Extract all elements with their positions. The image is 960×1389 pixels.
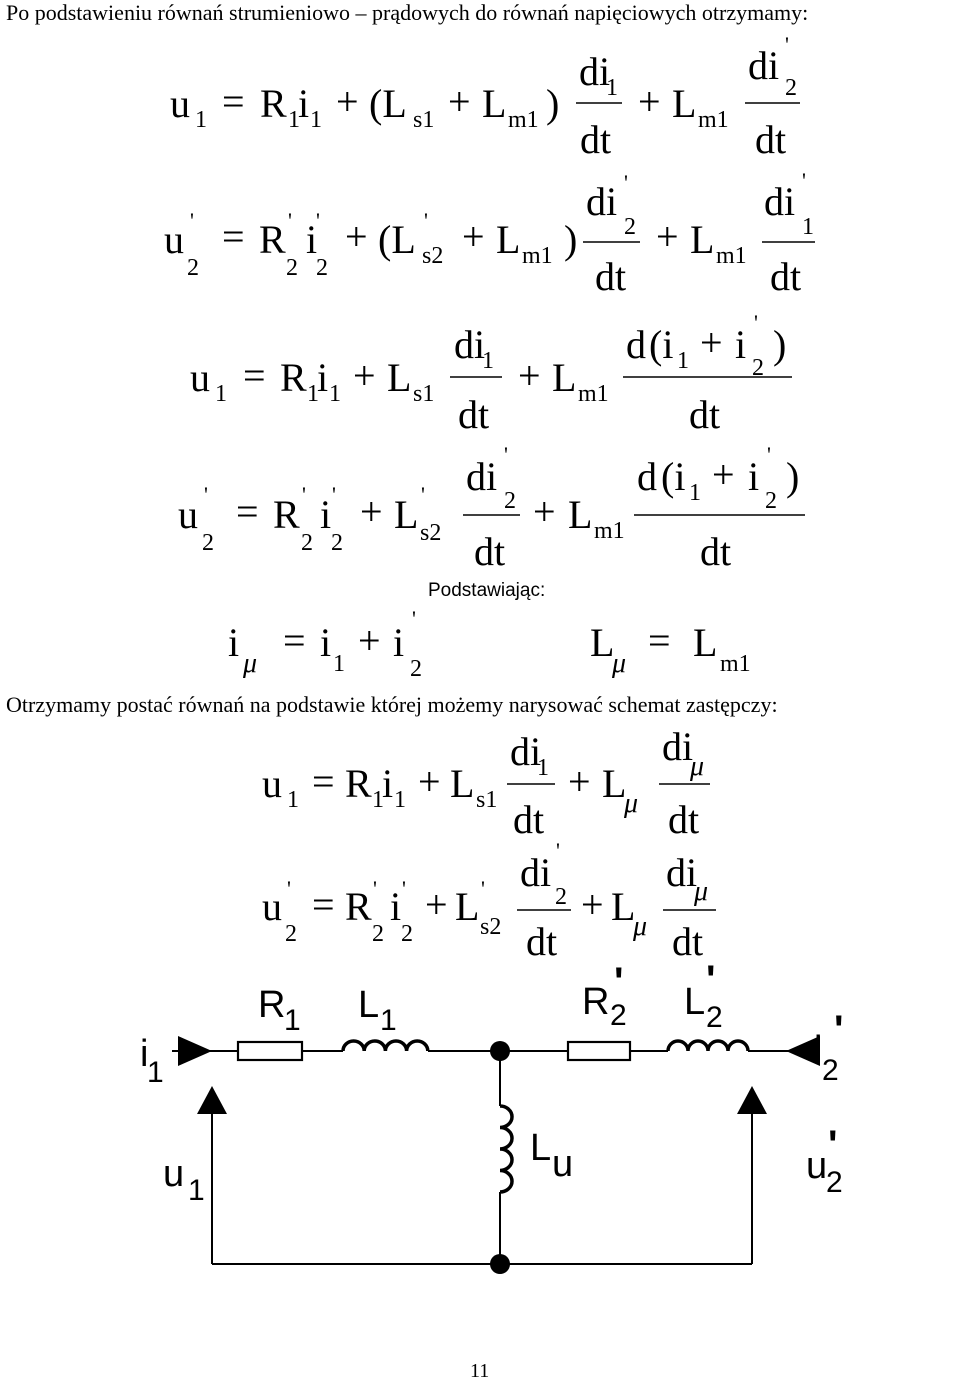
svg-text:L: L	[455, 884, 480, 929]
svg-text:i: i	[317, 355, 329, 400]
svg-text:=: =	[312, 759, 335, 804]
svg-text:+: +	[358, 618, 381, 663]
svg-text:dt: dt	[474, 529, 506, 574]
svg-text:2: 2	[504, 488, 516, 514]
svg-text:=: =	[243, 353, 266, 398]
svg-text:': '	[424, 208, 428, 233]
svg-text:i: i	[228, 620, 240, 665]
svg-text:1: 1	[677, 348, 689, 374]
svg-text:+: +	[581, 882, 604, 927]
svg-text:1: 1	[606, 75, 618, 101]
svg-text:(L: (L	[378, 217, 416, 262]
label-u2-prime: '	[828, 1123, 838, 1167]
svg-text:': '	[302, 482, 306, 507]
inductor-l1	[343, 1041, 428, 1051]
svg-text:+: +	[448, 79, 471, 124]
svg-text:1: 1	[195, 107, 207, 133]
svg-text:m1: m1	[720, 651, 751, 677]
svg-text:': '	[624, 170, 628, 195]
svg-text:+: +	[568, 759, 591, 804]
svg-text:=: =	[312, 882, 335, 927]
node-top	[490, 1041, 510, 1061]
svg-text:m1: m1	[508, 107, 539, 133]
svg-text:(i: (i	[661, 454, 686, 499]
svg-text:s2: s2	[420, 520, 442, 546]
svg-text:1: 1	[482, 348, 494, 374]
svg-text:R: R	[260, 81, 287, 126]
label-i1: i	[140, 1033, 149, 1075]
svg-text:': '	[190, 208, 194, 233]
svg-text:dt: dt	[700, 529, 732, 574]
svg-text:1: 1	[310, 107, 322, 133]
svg-text:di: di	[586, 179, 618, 224]
label-i1-sub: 1	[147, 1056, 164, 1089]
svg-text:di: di	[520, 850, 552, 895]
svg-text:μ: μ	[690, 751, 705, 782]
svg-text:i: i	[298, 81, 310, 126]
svg-text:R: R	[280, 355, 307, 400]
svg-text:μ: μ	[633, 911, 648, 942]
svg-text:m1: m1	[594, 518, 625, 544]
svg-text:+: +	[345, 214, 368, 259]
label-r2: R	[582, 981, 610, 1023]
svg-text:+: +	[700, 320, 723, 365]
svg-text:i: i	[748, 454, 760, 499]
svg-text:di: di	[466, 454, 498, 499]
svg-text:+: +	[353, 353, 376, 398]
svg-text:μ: μ	[624, 788, 639, 819]
svg-text:L: L	[568, 492, 593, 537]
arrow-u2	[737, 1086, 767, 1114]
svg-text:dt: dt	[689, 392, 721, 437]
label-l1: L	[358, 984, 380, 1026]
label-l2-prime: '	[706, 958, 716, 1002]
label-l2-sub: 2	[706, 1001, 723, 1034]
svg-text:1: 1	[215, 381, 227, 407]
svg-text:(i: (i	[649, 322, 674, 367]
svg-text:': '	[288, 208, 292, 233]
svg-text:1: 1	[287, 787, 299, 813]
svg-text:1: 1	[372, 787, 384, 813]
svg-text:': '	[412, 606, 416, 631]
svg-text:dt: dt	[668, 797, 700, 842]
svg-text:1: 1	[802, 214, 814, 240]
label-l1-sub: 1	[380, 1004, 397, 1037]
label-lu-sub: u	[552, 1143, 574, 1185]
svg-text:2: 2	[401, 921, 413, 947]
svg-text:u: u	[178, 492, 198, 537]
label-r1-sub: 1	[284, 1004, 301, 1037]
svg-text:1: 1	[329, 381, 341, 407]
svg-text:m1: m1	[716, 243, 747, 269]
svg-text:+: +	[418, 759, 441, 804]
arrow-i1	[178, 1036, 212, 1066]
svg-text:i: i	[393, 620, 405, 665]
svg-text:1: 1	[288, 107, 300, 133]
svg-text:R: R	[259, 217, 286, 262]
inductor-l2	[668, 1041, 748, 1051]
svg-text:di: di	[510, 729, 542, 774]
svg-text:': '	[504, 442, 508, 467]
svg-text:di: di	[764, 179, 796, 224]
svg-text:1: 1	[333, 651, 345, 677]
svg-text:R: R	[273, 492, 300, 537]
svg-text:2: 2	[202, 530, 214, 556]
svg-text:(L: (L	[369, 81, 407, 126]
svg-text:s1: s1	[476, 787, 498, 813]
svg-text:): )	[546, 81, 560, 126]
label-i2-sub: 2	[822, 1054, 839, 1087]
svg-text:R: R	[345, 884, 372, 929]
svg-text:L: L	[672, 81, 697, 126]
svg-text:2: 2	[765, 488, 777, 514]
svg-text:dt: dt	[770, 254, 802, 299]
svg-text:2: 2	[316, 255, 328, 281]
svg-text:s2: s2	[480, 914, 502, 940]
svg-text:1: 1	[689, 480, 701, 506]
intro-text: Po podstawieniu równań strumieniowo – prądowych do równań napięciowych otrzymamy:	[6, 0, 809, 25]
svg-text:di: di	[579, 49, 611, 94]
svg-text:dt: dt	[595, 254, 627, 299]
svg-text:): )	[773, 322, 787, 367]
svg-text:L: L	[611, 884, 636, 929]
svg-text:+: +	[425, 882, 448, 927]
svg-text:+: +	[518, 353, 541, 398]
svg-text:2: 2	[285, 921, 297, 947]
label-r2-sub: 2	[610, 999, 627, 1032]
svg-text:L: L	[602, 761, 627, 806]
svg-text:': '	[754, 310, 758, 335]
svg-text:L: L	[693, 620, 718, 665]
svg-text:': '	[332, 482, 336, 507]
svg-text:': '	[767, 442, 771, 467]
svg-text:2: 2	[187, 255, 199, 281]
svg-text:2: 2	[555, 884, 567, 910]
svg-text:u: u	[190, 355, 210, 400]
svg-text:': '	[481, 876, 485, 901]
label-i2: i	[814, 1029, 823, 1071]
svg-text:i: i	[390, 884, 402, 929]
svg-text:1: 1	[394, 787, 406, 813]
svg-text:+: +	[462, 214, 485, 259]
svg-text:=: =	[222, 79, 245, 124]
label-i2-prime: '	[834, 1008, 844, 1052]
svg-text:+: +	[533, 489, 556, 534]
svg-text:m1: m1	[578, 381, 609, 407]
svg-text:': '	[785, 32, 789, 57]
svg-text:i: i	[382, 761, 394, 806]
svg-text:1: 1	[537, 755, 549, 781]
svg-text:L: L	[552, 355, 577, 400]
svg-text:2: 2	[785, 75, 797, 101]
svg-text:s1: s1	[413, 107, 435, 133]
svg-text:': '	[204, 482, 208, 507]
svg-text:': '	[373, 876, 377, 901]
svg-text:m1: m1	[698, 107, 729, 133]
svg-text:di: di	[662, 724, 694, 769]
resistor-r2	[568, 1042, 630, 1060]
label-l2: L	[684, 981, 706, 1023]
svg-text:dt: dt	[580, 117, 612, 162]
svg-text:i: i	[306, 217, 318, 262]
label-r1: R	[258, 984, 286, 1026]
svg-text:L: L	[496, 217, 521, 262]
svg-text:μ: μ	[694, 876, 709, 907]
conclusion-text: Otrzymamy postać równań na podstawie której możemy narysować schemat zastępczy:	[6, 692, 778, 717]
svg-text:1: 1	[307, 381, 319, 407]
svg-text:s2: s2	[422, 243, 444, 269]
arrow-u1	[197, 1086, 227, 1114]
svg-text:dt: dt	[458, 392, 490, 437]
svg-text:di: di	[666, 850, 698, 895]
svg-text:+: +	[360, 489, 383, 534]
svg-text:L: L	[387, 355, 412, 400]
svg-text:dt: dt	[755, 117, 787, 162]
svg-text:s1: s1	[413, 381, 435, 407]
svg-text:=: =	[283, 618, 306, 663]
svg-text:dt: dt	[513, 797, 545, 842]
svg-text:u: u	[262, 761, 282, 806]
label-u2: u	[806, 1145, 828, 1187]
svg-text:u: u	[170, 81, 190, 126]
svg-text:μ: μ	[243, 648, 258, 679]
svg-text:': '	[802, 168, 806, 193]
svg-text:i: i	[320, 492, 332, 537]
svg-text:2: 2	[301, 530, 313, 556]
svg-text:u: u	[164, 217, 184, 262]
resistor-r1	[238, 1042, 302, 1060]
svg-text:2: 2	[372, 921, 384, 947]
svg-text:+: +	[712, 452, 735, 497]
svg-text:2: 2	[752, 355, 764, 381]
svg-text:': '	[421, 482, 425, 507]
svg-text:2: 2	[410, 656, 422, 682]
inductor-lu	[500, 1106, 512, 1192]
svg-text:): )	[786, 454, 800, 499]
svg-text:L: L	[690, 217, 715, 262]
svg-text:=: =	[648, 618, 671, 663]
svg-text:L: L	[394, 492, 419, 537]
svg-text:dt: dt	[672, 919, 704, 964]
svg-text:μ: μ	[612, 648, 627, 679]
svg-text:': '	[402, 876, 406, 901]
svg-text:=: =	[222, 214, 245, 259]
svg-text:+: +	[656, 214, 679, 259]
svg-text:L: L	[450, 761, 475, 806]
svg-text:2: 2	[624, 214, 636, 240]
page-number: 11	[470, 1360, 490, 1382]
svg-text:+: +	[336, 79, 359, 124]
svg-text:+: +	[638, 79, 661, 124]
svg-text:di: di	[748, 43, 780, 88]
svg-text:d: d	[626, 322, 646, 367]
svg-text:=: =	[236, 489, 259, 534]
label-u1: u	[163, 1153, 185, 1195]
substituting-label: Podstawiając:	[428, 580, 546, 601]
label-u1-sub: 1	[188, 1174, 205, 1207]
node-bottom	[490, 1254, 510, 1274]
svg-text:R: R	[345, 761, 372, 806]
svg-text:i: i	[735, 322, 747, 367]
svg-text:L: L	[590, 620, 615, 665]
svg-text:di: di	[454, 322, 486, 367]
label-u2-sub: 2	[826, 1166, 843, 1199]
svg-text:2: 2	[331, 530, 343, 556]
svg-text:i: i	[320, 620, 332, 665]
svg-text:m1: m1	[522, 243, 553, 269]
label-r2-prime: '	[614, 960, 624, 1004]
svg-text:': '	[316, 208, 320, 233]
svg-text:dt: dt	[526, 919, 558, 964]
svg-text:': '	[556, 838, 560, 863]
svg-text:': '	[287, 876, 291, 901]
svg-text:u: u	[262, 884, 282, 929]
label-lu: L	[530, 1127, 552, 1169]
svg-text:d: d	[637, 454, 657, 499]
svg-text:L: L	[482, 81, 507, 126]
svg-text:): )	[564, 217, 578, 262]
svg-text:2: 2	[286, 255, 298, 281]
